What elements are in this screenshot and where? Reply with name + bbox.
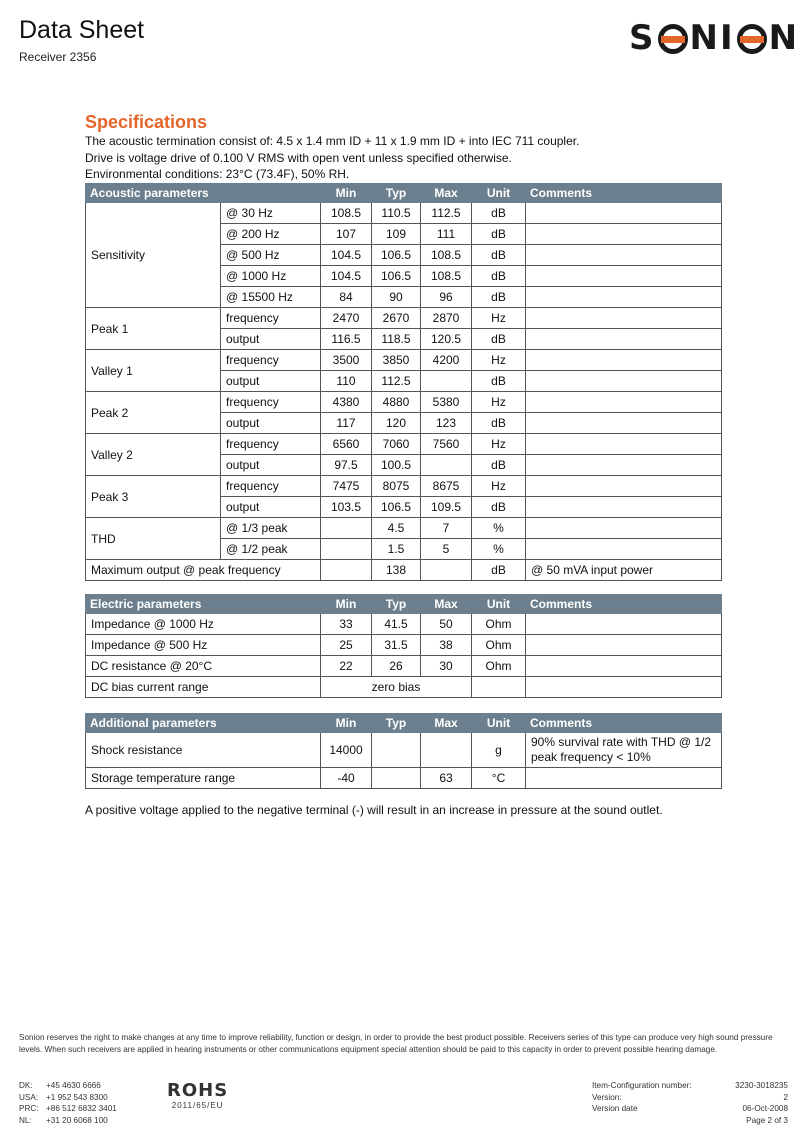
min-value bbox=[321, 539, 372, 560]
condition: output bbox=[221, 371, 321, 392]
condition: @ 30 Hz bbox=[221, 203, 321, 224]
comment bbox=[526, 768, 722, 789]
parameter-name: Peak 2 bbox=[86, 392, 221, 434]
unit: % bbox=[472, 518, 526, 539]
typ-value: 7060 bbox=[372, 434, 421, 455]
parameter-name: Valley 2 bbox=[86, 434, 221, 476]
min-value: 104.5 bbox=[321, 245, 372, 266]
min-value: 3500 bbox=[321, 350, 372, 371]
min-value: 107 bbox=[321, 224, 372, 245]
typ-value: 2670 bbox=[372, 308, 421, 329]
typ-value: 110.5 bbox=[372, 203, 421, 224]
meta-label: Version: bbox=[592, 1092, 622, 1102]
condition: frequency bbox=[221, 434, 321, 455]
unit: dB bbox=[472, 224, 526, 245]
condition: output bbox=[221, 497, 321, 518]
typ-value: 118.5 bbox=[372, 329, 421, 350]
document-subtitle: Receiver 2356 bbox=[19, 50, 97, 64]
typ-value: 1.5 bbox=[372, 539, 421, 560]
unit: Hz bbox=[472, 392, 526, 413]
comment bbox=[526, 392, 722, 413]
condition: output bbox=[221, 455, 321, 476]
logo-letter: N bbox=[768, 18, 800, 58]
comment bbox=[526, 266, 722, 287]
contact-phone: +45 4630 6666 bbox=[46, 1081, 101, 1090]
max-value: 5 bbox=[421, 539, 472, 560]
condition: @ 500 Hz bbox=[221, 245, 321, 266]
column-header: Min bbox=[321, 714, 372, 733]
comment bbox=[526, 203, 722, 224]
parameter-name: Valley 1 bbox=[86, 350, 221, 392]
column-header: Max bbox=[421, 184, 472, 203]
min-value bbox=[321, 518, 372, 539]
electric-table-body bbox=[86, 614, 722, 698]
condition: output bbox=[221, 413, 321, 434]
condition: frequency bbox=[221, 392, 321, 413]
max-value bbox=[421, 733, 472, 768]
min-value: 117 bbox=[321, 413, 372, 434]
parameter-name: Impedance @ 500 Hz bbox=[86, 635, 321, 656]
table-row bbox=[86, 656, 722, 677]
specifications-intro bbox=[85, 133, 579, 183]
contact-phone: +86 512 6832 3401 bbox=[46, 1104, 117, 1113]
contact-row bbox=[19, 1103, 117, 1115]
contact-phone: +31 20 6068 100 bbox=[46, 1115, 108, 1125]
meta-label: Item-Configuration number: bbox=[592, 1081, 692, 1090]
typ-value: 109 bbox=[372, 224, 421, 245]
specifications-title: Specifications bbox=[85, 112, 208, 132]
footer-contacts bbox=[19, 1080, 117, 1126]
comment bbox=[526, 614, 722, 635]
contact-country: USA: bbox=[19, 1092, 39, 1102]
condition: @ 200 Hz bbox=[221, 224, 321, 245]
table-row bbox=[86, 768, 722, 789]
unit: dB bbox=[472, 497, 526, 518]
meta-value: Page 2 of 3 bbox=[746, 1115, 788, 1125]
min-value: 14000 bbox=[321, 733, 372, 768]
column-header: Unit bbox=[472, 595, 526, 614]
comment bbox=[526, 245, 722, 266]
unit: g bbox=[472, 733, 526, 768]
max-value: 109.5 bbox=[421, 497, 472, 518]
condition: output bbox=[221, 329, 321, 350]
polarity-note: A positive voltage applied to the negative terminal (-) will result in an increase in pressure at the sound outlet. bbox=[85, 803, 663, 817]
document-meta bbox=[592, 1080, 788, 1126]
typ-value: 100.5 bbox=[372, 455, 421, 476]
min-value: 116.5 bbox=[321, 329, 372, 350]
logo-letter: I bbox=[719, 18, 735, 58]
max-value: 108.5 bbox=[421, 245, 472, 266]
unit: dB bbox=[472, 560, 526, 581]
contact-country: PRC: bbox=[19, 1104, 39, 1113]
additional-table-body bbox=[86, 733, 722, 789]
sonion-logo bbox=[629, 18, 799, 58]
table-header-row bbox=[86, 595, 722, 614]
column-header: Min bbox=[321, 595, 372, 614]
typ-value: 138 bbox=[372, 560, 421, 581]
unit: Hz bbox=[472, 308, 526, 329]
unit: dB bbox=[472, 203, 526, 224]
meta-row bbox=[592, 1092, 788, 1104]
table-row bbox=[86, 392, 722, 413]
column-header: Min bbox=[321, 184, 372, 203]
rohs-logo bbox=[167, 1081, 228, 1111]
max-value: 123 bbox=[421, 413, 472, 434]
unit: dB bbox=[472, 287, 526, 308]
max-value: 96 bbox=[421, 287, 472, 308]
typ-value: 106.5 bbox=[372, 266, 421, 287]
column-header: Typ bbox=[372, 595, 421, 614]
min-value: 25 bbox=[321, 635, 372, 656]
column-header: Comments bbox=[526, 184, 722, 203]
unit: Hz bbox=[472, 434, 526, 455]
unit: % bbox=[472, 539, 526, 560]
typ-value: 90 bbox=[372, 287, 421, 308]
column-header: Unit bbox=[472, 714, 526, 733]
parameter-name: Shock resistance bbox=[86, 733, 321, 768]
min-value: 103.5 bbox=[321, 497, 372, 518]
meta-label: Version date bbox=[592, 1104, 638, 1113]
table-header-row bbox=[86, 714, 722, 733]
column-header: Max bbox=[421, 714, 472, 733]
comment bbox=[526, 413, 722, 434]
unit: Hz bbox=[472, 476, 526, 497]
meta-value: 3230-3018235 bbox=[735, 1081, 788, 1090]
footer-disclaimer: Sonion reserves the right to make changes at any time to improve reliability, function or design, in order to provide the best product possible. Receivers series of this type can produce very high sound pressure levels. When such receivers are applied in hearing instruments or other communications equipment special attention should be paid to this capacity in order to prevent possible hearing damage. bbox=[19, 1033, 773, 1054]
column-header: Max bbox=[421, 595, 472, 614]
additional-parameters-table bbox=[85, 713, 722, 789]
typ-value: 41.5 bbox=[372, 614, 421, 635]
meta-row bbox=[592, 1080, 788, 1092]
condition: @ 1/3 peak bbox=[221, 518, 321, 539]
unit: °C bbox=[472, 768, 526, 789]
unit: dB bbox=[472, 329, 526, 350]
column-header: Comments bbox=[526, 714, 722, 733]
contact-phone: +1 952 543 8300 bbox=[46, 1092, 108, 1102]
typ-value: 112.5 bbox=[372, 371, 421, 392]
typ-value: 8075 bbox=[372, 476, 421, 497]
unit: dB bbox=[472, 245, 526, 266]
min-value: 6560 bbox=[321, 434, 372, 455]
intro-line: The acoustic termination consist of: 4.5 x 1.4 mm ID + 11 x 1.9 mm ID + into IEC 711 coupler. bbox=[85, 134, 580, 148]
max-value: 8675 bbox=[421, 476, 472, 497]
parameter-name: Maximum output @ peak frequency bbox=[86, 560, 321, 581]
max-value: 2870 bbox=[421, 308, 472, 329]
typ-value: 3850 bbox=[372, 350, 421, 371]
parameter-name: Sensitivity bbox=[86, 203, 221, 308]
comment: 90% survival rate with THD @ 1/2 peak frequency < 10% bbox=[526, 733, 722, 768]
acoustic-parameters-table bbox=[85, 183, 722, 581]
table-row bbox=[86, 733, 722, 768]
typ-value: 4.5 bbox=[372, 518, 421, 539]
table-header-row bbox=[86, 184, 722, 203]
contact-row bbox=[19, 1080, 117, 1092]
contact-country: DK: bbox=[19, 1081, 33, 1090]
condition: frequency bbox=[221, 308, 321, 329]
max-value: 5380 bbox=[421, 392, 472, 413]
table-row bbox=[86, 614, 722, 635]
comment bbox=[526, 434, 722, 455]
contact-row bbox=[19, 1092, 117, 1104]
max-value: 63 bbox=[421, 768, 472, 789]
parameter-name: Storage temperature range bbox=[86, 768, 321, 789]
typ-value: 4880 bbox=[372, 392, 421, 413]
min-value: 4380 bbox=[321, 392, 372, 413]
typ-value: 120 bbox=[372, 413, 421, 434]
max-value bbox=[421, 371, 472, 392]
unit: dB bbox=[472, 455, 526, 476]
max-value: 4200 bbox=[421, 350, 472, 371]
min-value: 110 bbox=[321, 371, 372, 392]
column-header: Typ bbox=[372, 184, 421, 203]
typ-value: 106.5 bbox=[372, 497, 421, 518]
intro-line: Drive is voltage drive of 0.100 V RMS with open vent unless specified otherwise. bbox=[85, 150, 512, 165]
min-value: 2470 bbox=[321, 308, 372, 329]
meta-value: 2 bbox=[783, 1092, 788, 1102]
typ-value: 26 bbox=[372, 656, 421, 677]
document-title: Data Sheet bbox=[19, 16, 145, 44]
unit: Ohm bbox=[472, 656, 526, 677]
max-value: 108.5 bbox=[421, 266, 472, 287]
table-row bbox=[86, 518, 722, 539]
unit: dB bbox=[472, 371, 526, 392]
max-value: 111 bbox=[421, 224, 472, 245]
intro-line: Environmental conditions: 23°C (73.4F), 50% RH. bbox=[85, 167, 350, 181]
meta-row bbox=[592, 1103, 788, 1115]
unit: Ohm bbox=[472, 635, 526, 656]
max-value bbox=[421, 455, 472, 476]
typ-value bbox=[372, 733, 421, 768]
bias-value: zero bias bbox=[321, 677, 472, 698]
comment bbox=[526, 371, 722, 392]
min-value: 97.5 bbox=[321, 455, 372, 476]
comment bbox=[526, 539, 722, 560]
comment bbox=[526, 329, 722, 350]
min-value: 7475 bbox=[321, 476, 372, 497]
min-value: 108.5 bbox=[321, 203, 372, 224]
parameter-name: THD bbox=[86, 518, 221, 560]
parameter-name: Impedance @ 1000 Hz bbox=[86, 614, 321, 635]
comment bbox=[526, 635, 722, 656]
comment: @ 50 mVA input power bbox=[526, 560, 722, 581]
typ-value: 106.5 bbox=[372, 245, 421, 266]
column-header: Additional parameters bbox=[86, 714, 321, 733]
unit: Hz bbox=[472, 350, 526, 371]
condition: @ 15500 Hz bbox=[221, 287, 321, 308]
contact-row bbox=[19, 1115, 117, 1127]
rohs-mark: ROHS bbox=[167, 1080, 229, 1101]
max-value: 50 bbox=[421, 614, 472, 635]
unit: Ohm bbox=[472, 614, 526, 635]
comment bbox=[526, 308, 722, 329]
table-row bbox=[86, 434, 722, 455]
logo-o-icon bbox=[737, 24, 767, 54]
max-value: 38 bbox=[421, 635, 472, 656]
column-header: Comments bbox=[526, 595, 722, 614]
min-value: -40 bbox=[321, 768, 372, 789]
min-value: 104.5 bbox=[321, 266, 372, 287]
comment bbox=[526, 287, 722, 308]
unit: dB bbox=[472, 266, 526, 287]
condition: @ 1/2 peak bbox=[221, 539, 321, 560]
table-row bbox=[86, 560, 722, 581]
min-value: 33 bbox=[321, 614, 372, 635]
typ-value: 31.5 bbox=[372, 635, 421, 656]
meta-value: 06-Oct-2008 bbox=[742, 1104, 788, 1113]
comment bbox=[526, 656, 722, 677]
table-row bbox=[86, 350, 722, 371]
min-value bbox=[321, 560, 372, 581]
contact-country: NL: bbox=[19, 1115, 32, 1125]
table-row bbox=[86, 677, 722, 698]
comment bbox=[526, 224, 722, 245]
comment bbox=[526, 476, 722, 497]
condition: frequency bbox=[221, 476, 321, 497]
typ-value bbox=[372, 768, 421, 789]
condition: frequency bbox=[221, 350, 321, 371]
min-value: 84 bbox=[321, 287, 372, 308]
max-value: 112.5 bbox=[421, 203, 472, 224]
comment bbox=[526, 677, 722, 698]
logo-letter: N bbox=[689, 18, 720, 58]
meta-row bbox=[592, 1115, 788, 1127]
comment bbox=[526, 497, 722, 518]
table-row bbox=[86, 476, 722, 497]
max-value: 120.5 bbox=[421, 329, 472, 350]
logo-o-icon bbox=[658, 24, 688, 54]
unit: dB bbox=[472, 413, 526, 434]
table-row bbox=[86, 635, 722, 656]
max-value: 30 bbox=[421, 656, 472, 677]
column-header: Electric parameters bbox=[86, 595, 321, 614]
parameter-name: DC resistance @ 20°C bbox=[86, 656, 321, 677]
comment bbox=[526, 518, 722, 539]
condition: @ 1000 Hz bbox=[221, 266, 321, 287]
max-value bbox=[421, 560, 472, 581]
table-row bbox=[86, 308, 722, 329]
unit bbox=[472, 677, 526, 698]
comment bbox=[526, 350, 722, 371]
comment bbox=[526, 455, 722, 476]
max-value: 7560 bbox=[421, 434, 472, 455]
acoustic-table-body bbox=[86, 203, 722, 581]
logo-letter: S bbox=[629, 18, 656, 58]
table-row bbox=[86, 203, 722, 224]
electric-parameters-table bbox=[85, 594, 722, 698]
rohs-directive: 2011/65/EU bbox=[171, 1101, 224, 1110]
max-value: 7 bbox=[421, 518, 472, 539]
column-header: Acoustic parameters bbox=[86, 184, 321, 203]
min-value: 22 bbox=[321, 656, 372, 677]
column-header: Unit bbox=[472, 184, 526, 203]
column-header: Typ bbox=[372, 714, 421, 733]
parameter-name: Peak 1 bbox=[86, 308, 221, 350]
parameter-name: Peak 3 bbox=[86, 476, 221, 518]
parameter-name: DC bias current range bbox=[86, 677, 321, 698]
